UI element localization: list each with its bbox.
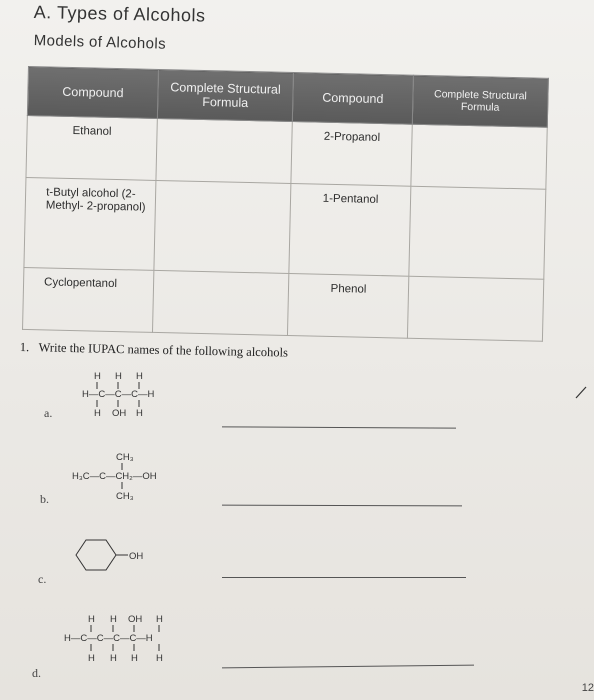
svg-text:H: H xyxy=(156,614,163,625)
compound-cell: Ethanol xyxy=(26,115,157,180)
svg-text:H: H xyxy=(110,653,117,664)
question-prompt xyxy=(20,340,288,361)
svg-text:OH: OH xyxy=(112,408,127,419)
svg-text:H: H xyxy=(94,408,101,419)
column-header: Compound xyxy=(292,73,413,125)
svg-text:H: H xyxy=(136,408,143,419)
column-header: Compound xyxy=(27,67,158,119)
svg-text:H—C—C—C—C—H: H—C—C—C—C—H xyxy=(64,633,153,644)
hydroxyl-label: OH xyxy=(129,551,144,562)
svg-text:H: H xyxy=(88,614,95,625)
svg-text:OH: OH xyxy=(128,614,143,625)
svg-text:H₃C—C—CH₂—OH: H₃C—C—CH₂—OH xyxy=(72,471,157,482)
molecule-c-structure xyxy=(66,530,166,580)
answer-line-a[interactable] xyxy=(222,426,456,428)
compound-cell: Cyclopentanol xyxy=(23,267,154,332)
svg-text:H: H xyxy=(136,371,143,382)
svg-text:CH₃: CH₃ xyxy=(116,452,134,463)
question-text: Write the IUPAC names of the following alcohols xyxy=(38,340,289,360)
column-header: Complete Structural Formula xyxy=(412,75,548,127)
answer-line-b[interactable] xyxy=(222,505,462,507)
item-letter: b. xyxy=(40,492,49,506)
compound-cell: t-Butyl alcohol (2-Methyl- 2-propanol) xyxy=(24,178,156,270)
column-header: Complete Structural Formula xyxy=(157,69,293,121)
pen-mark-icon xyxy=(574,384,588,400)
svg-text:H: H xyxy=(88,653,95,664)
item-letter: a. xyxy=(44,406,53,420)
answer-line-c[interactable] xyxy=(222,577,466,578)
section-subheading: Models of Alcohols xyxy=(33,32,167,53)
section-heading: A. Types of Alcohols xyxy=(33,2,206,26)
svg-text:H: H xyxy=(110,614,117,625)
answer-line-d[interactable] xyxy=(222,665,474,669)
molecule-a-structure xyxy=(82,370,182,420)
question-number: 1. xyxy=(19,340,30,355)
molecule-b-structure xyxy=(72,450,202,502)
page-number: 12 xyxy=(581,682,594,694)
molecule-d-structure xyxy=(64,612,204,664)
svg-text:CH₃: CH₃ xyxy=(116,491,134,502)
compound-cell: 2-Propanol xyxy=(291,122,412,187)
item-letter: c. xyxy=(38,572,47,586)
compound-cell: Phenol xyxy=(287,273,408,338)
svg-text:H: H xyxy=(156,653,163,664)
item-letter: d. xyxy=(32,666,41,680)
svg-text:H: H xyxy=(115,371,122,382)
compound-cell: 1-Pentanol xyxy=(289,184,411,276)
svg-text:H: H xyxy=(131,653,138,664)
svg-text:H: H xyxy=(94,371,101,382)
svg-text:H—C—C—C—H: H—C—C—C—H xyxy=(82,389,155,400)
